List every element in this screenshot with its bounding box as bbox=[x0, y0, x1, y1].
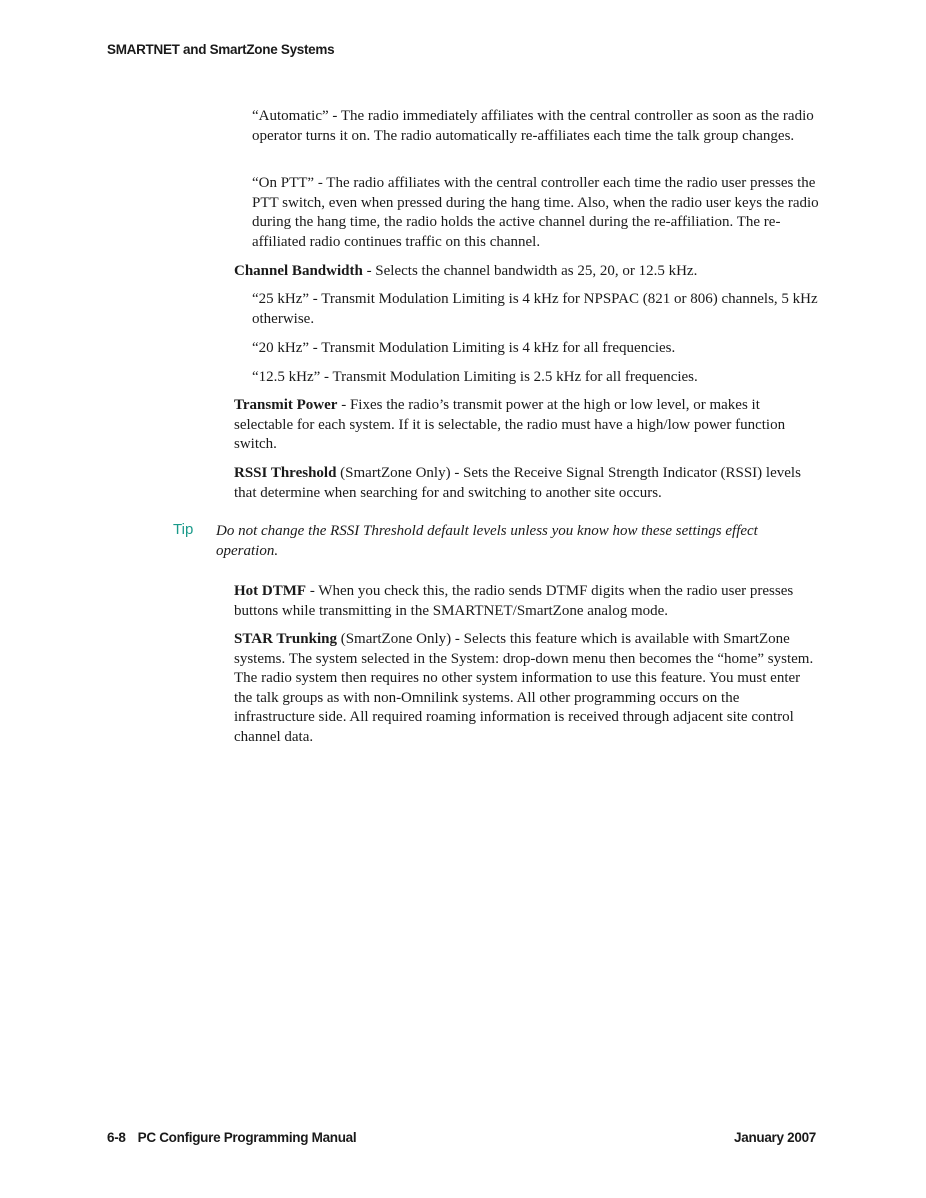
hot-dtmf-paragraph bbox=[234, 582, 822, 621]
star-trunking-paragraph bbox=[234, 630, 822, 748]
star-trunking-text: (SmartZone Only) - Selects this feature which is available with SmartZone systems. The system selected in the System: drop-down menu then becomes the “home” system. The radio system then requires no other system information to use this feature. You must enter the talk groups as with non-Omnilink systems. All other programming occurs on the infrastructure side. All required roaming information is received through adjacent site control channel data. bbox=[234, 631, 814, 745]
rssi-threshold-paragraph bbox=[234, 464, 822, 503]
running-footer-left bbox=[107, 1130, 356, 1145]
bandwidth-20-paragraph: “20 kHz” - Transmit Modulation Limiting is 4 kHz for all frequencies. bbox=[252, 340, 676, 356]
star-trunking-term: STAR Trunking bbox=[234, 631, 337, 647]
transmit-power-text: - Fixes the radio’s transmit power at the high or low level, or makes it selectable for each system. If it is selectable, the radio must have a high/low power function switch. bbox=[234, 397, 786, 453]
tip-text: Do not change the RSSI Threshold default levels unless you know how these settings effect operation. bbox=[216, 523, 758, 559]
on-ptt-paragraph: “On PTT” - The radio affiliates with the central controller each time the radio user presses the PTT switch, even when pressed during the hang time. Also, when the radio user keys the radio during the hang time, the radio holds the active channel during the re-affiliation. The re-affiliated radio continues traffic on this channel. bbox=[252, 175, 819, 250]
automatic-paragraph: “Automatic” - The radio immediately affiliates with the central controller as soon as the radio operator turns it on. The radio automatically re-affiliates each time the talk group changes. bbox=[252, 108, 814, 144]
page-number: 6-8 bbox=[107, 1130, 126, 1145]
manual-title: PC Configure Programming Manual bbox=[137, 1130, 357, 1145]
rssi-threshold-text: (SmartZone Only) - Sets the Receive Signal Strength Indicator (RSSI) levels that determine when searching for and switching to another site occurs. bbox=[234, 465, 801, 501]
bandwidth-12-5-paragraph: “12.5 kHz” - Transmit Modulation Limiting is 2.5 kHz for all frequencies. bbox=[252, 369, 698, 385]
hot-dtmf-term: Hot DTMF bbox=[234, 583, 307, 599]
channel-bandwidth-text: - Selects the channel bandwidth as 25, 20, or 12.5 kHz. bbox=[362, 263, 698, 279]
hot-dtmf-text: - When you check this, the radio sends DTMF digits when the radio user presses buttons while transmitting in the SMARTNET/SmartZone analog mode. bbox=[234, 583, 794, 619]
bandwidth-25-paragraph: “25 kHz” - Transmit Modulation Limiting is 4 kHz for NPSPAC (821 or 806) channels, 5 kHz otherwise. bbox=[252, 291, 818, 327]
running-header: SMARTNET and SmartZone Systems bbox=[107, 42, 335, 57]
rssi-threshold-term: RSSI Threshold bbox=[234, 465, 337, 481]
channel-bandwidth-paragraph bbox=[234, 262, 822, 282]
transmit-power-term: Transmit Power bbox=[234, 397, 338, 413]
publication-date: January 2007 bbox=[734, 1130, 816, 1145]
channel-bandwidth-term: Channel Bandwidth bbox=[234, 263, 363, 279]
tip-label: Tip bbox=[173, 521, 194, 538]
transmit-power-paragraph bbox=[234, 396, 822, 455]
